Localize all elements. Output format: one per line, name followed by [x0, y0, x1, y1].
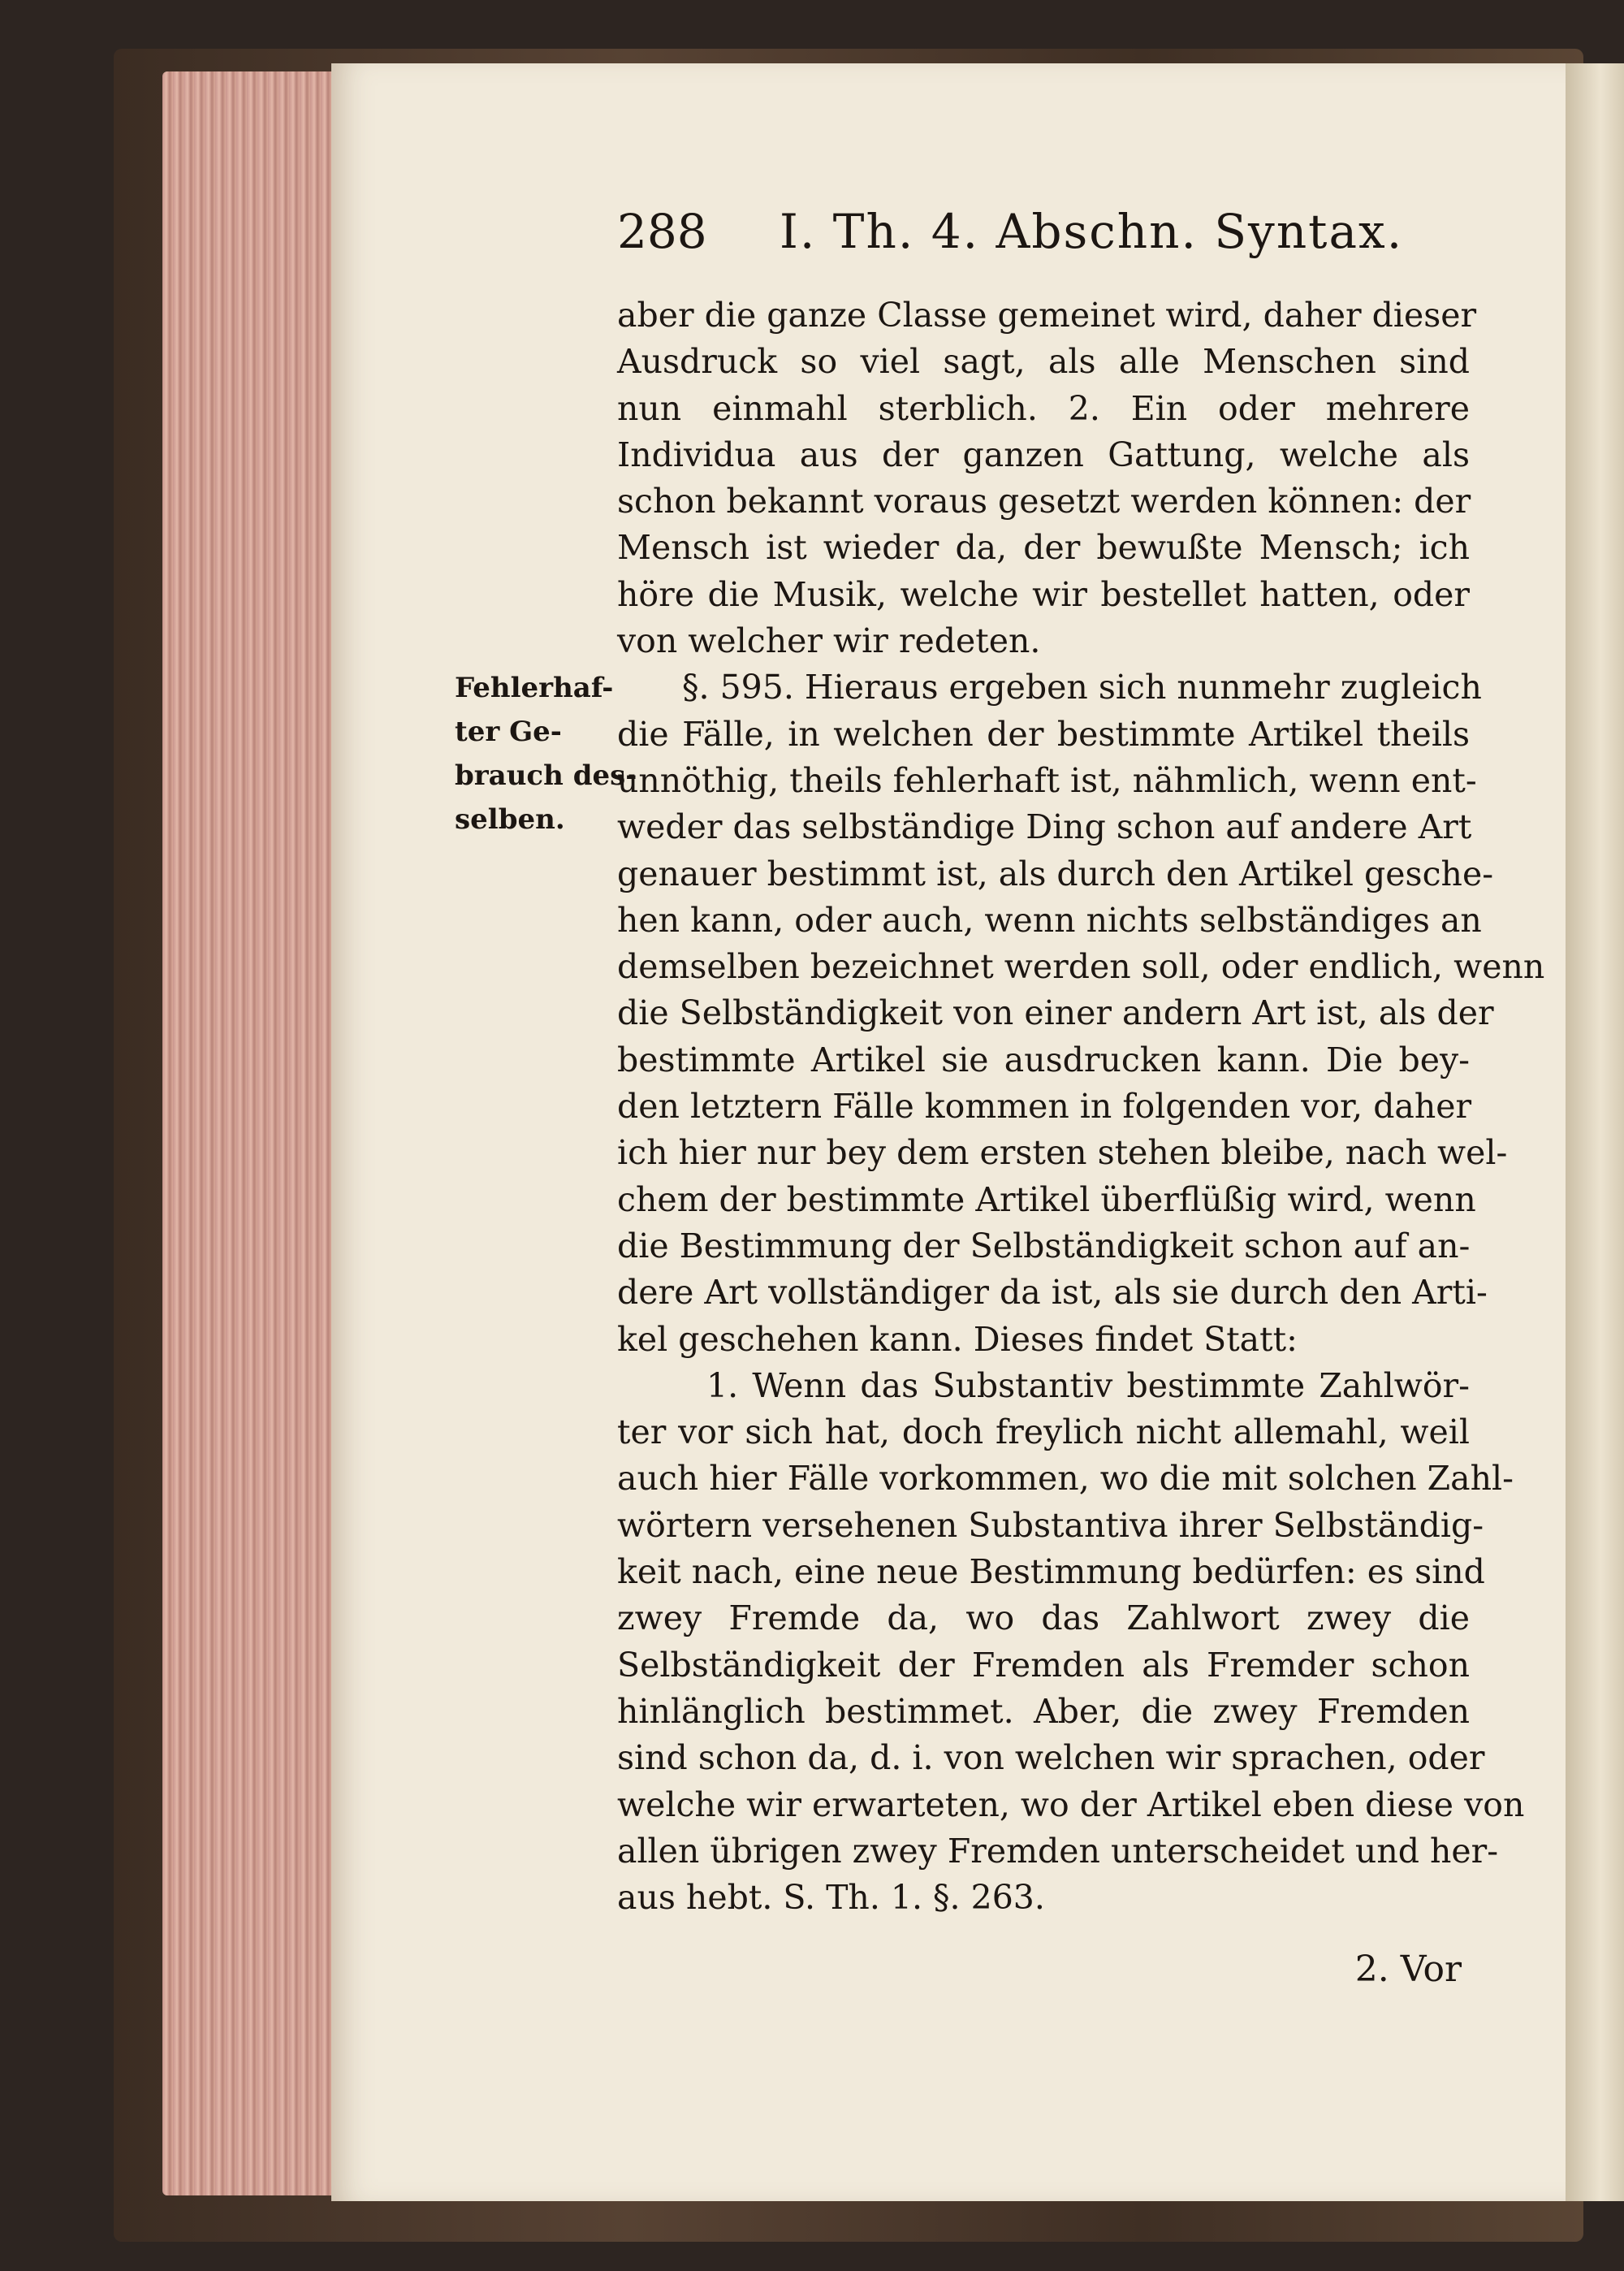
text-line: dere Art vollständiger da ist, als sie durch den Arti-: [617, 1273, 1488, 1313]
margin-note-line: brauch des-: [455, 759, 637, 792]
text-line: weder das selbständige Ding schon auf andere Art: [617, 807, 1472, 847]
text-line: chem der bestimmte Artikel überflüßig wird, wenn: [617, 1179, 1476, 1219]
body-text: [617, 292, 1545, 1921]
text-line: hinlänglich bestimmet. Aber, die zwey Fremden: [617, 1691, 1470, 1731]
text-line: unnöthig, theils fehlerhaft ist, nähmlich, wenn ent-: [617, 760, 1477, 800]
catchword: 2. Vor: [1354, 1949, 1462, 1990]
text-line: aber die ganze Classe gemeinet wird, daher dieser: [617, 296, 1477, 335]
margin-note-line: ter Ge-: [455, 716, 562, 748]
text-line: Mensch ist wieder da, der bewußte Mensch; ich: [617, 528, 1470, 568]
text-line: sind schon da, d. i. von welchen wir sprachen, oder: [617, 1738, 1485, 1778]
text-line: §. 595. Hieraus ergeben sich nunmehr zugleich: [682, 668, 1482, 707]
text-line: aus hebt. S. Th. 1. §. 263.: [617, 1878, 1045, 1918]
text-line: demselben bezeichnet werden soll, oder endlich, wenn: [617, 947, 1545, 987]
text-line: von welcher wir redeten.: [617, 621, 1041, 661]
text-line: bestimmte Artikel sie ausdrucken kann. Die bey-: [617, 1040, 1470, 1079]
text-line: hen kann, oder auch, wenn nichts selbständiges an: [617, 900, 1482, 940]
margin-note: [455, 666, 637, 841]
text-line: welche wir erwarteten, wo der Artikel eben diese von: [617, 1784, 1525, 1824]
text-line: allen übrigen zwey Fremden unterscheidet und her-: [617, 1831, 1499, 1871]
text-line: keit nach, eine neue Bestimmung bedürfen: es sind: [617, 1552, 1485, 1592]
facing-page-edge: [1566, 63, 1624, 2201]
page-edges: [162, 71, 343, 2195]
text-line: die Fälle, in welchen der bestimmte Artikel theils: [617, 714, 1470, 754]
text-line: kel geschehen kann. Dieses findet Statt:: [617, 1319, 1298, 1359]
text-line: die Bestimmung der Selbständigkeit schon auf an-: [617, 1226, 1471, 1265]
text-line: nun einmahl sterblich. 2. Ein oder mehrere: [617, 388, 1470, 428]
running-head: I. Th. 4. Abschn. Syntax.: [780, 204, 1404, 259]
text-line: Ausdruck so viel sagt, als alle Menschen sind: [617, 342, 1470, 382]
text-line: ter vor sich hat, doch freylich nicht allemahl, weil: [617, 1412, 1470, 1452]
text-line: ich hier nur bey dem ersten stehen bleibe, nach wel-: [617, 1133, 1508, 1173]
text-line: die Selbständigkeit von einer andern Art ist, als der: [617, 993, 1494, 1033]
page-number: 288: [617, 204, 707, 259]
text-line: höre die Musik, welche wir bestellet hatten, oder: [617, 574, 1470, 614]
text-line: zwey Fremde da, wo das Zahlwort zwey die: [617, 1598, 1470, 1638]
text-line: schon bekannt voraus gesetzt werden können: der: [617, 482, 1471, 521]
margin-note-line: selben.: [455, 803, 565, 836]
text-line: Selbständigkeit der Fremden als Fremder schon: [617, 1645, 1470, 1685]
text-line: 1. Wenn das Substantiv bestimmte Zahlwör-: [706, 1365, 1470, 1405]
text-line: auch hier Fälle vorkommen, wo die mit solchen Zahl-: [617, 1459, 1514, 1499]
text-line: Individua aus der ganzen Gattung, welche als: [617, 435, 1470, 474]
text-line: wörtern versehenen Substantiva ihrer Selbständig-: [617, 1505, 1484, 1545]
text-line: genauer bestimmt ist, als durch den Artikel gesche-: [617, 854, 1494, 893]
text-line: den letztern Fälle kommen in folgenden vor, daher: [617, 1087, 1472, 1127]
margin-note-line: Fehlerhaf-: [455, 672, 614, 704]
